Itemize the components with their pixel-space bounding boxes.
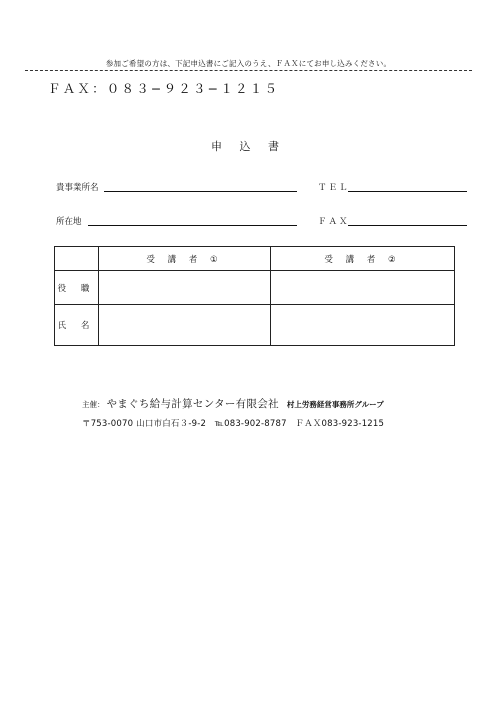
host-label: 主催： [82,400,105,409]
address-label: 所在地 [56,217,82,227]
contact-info: 〒753-0070 山口市白石３-9-2 ℡083-902-8787 ＦＡＸ083-923-1215 [82,419,385,429]
attendee-1-header: 受 講 者 ① [99,247,271,271]
organizer-company: やまぐち給与計算センター有限会社 [106,398,279,410]
attendee-2-name-cell[interactable] [271,305,455,346]
table-corner-cell [55,247,99,271]
cut-line [25,70,472,71]
address-field[interactable] [88,225,297,226]
table-header-row [55,247,455,271]
position-label: 役 職 [55,271,99,305]
tel-label: ＴＥＬ [318,183,350,193]
table-row [55,305,455,346]
attendee-2-header: 受 講 者 ② [271,247,455,271]
name-label: 氏 名 [55,305,99,346]
organizer-line [82,392,384,411]
attendee-1-name-cell[interactable] [99,305,271,346]
fax-number: ＦＡＸ：０８３−９２３−１２１５ [48,81,280,96]
form-title: 申 込 書 [211,140,286,153]
attendee-2-position-cell[interactable] [271,271,455,305]
instruction-text: 参加ご希望の方は、下記申込書にご記入のうえ、ＦＡＸにてお申し込みください。 [105,59,392,68]
tel-field[interactable] [348,191,467,192]
attendee-table [54,246,455,346]
fax-label: ＦＡＸ [318,217,350,227]
company-name-label: 貴事業所名 [56,183,99,193]
fax-field[interactable] [348,225,467,226]
table-row [55,271,455,305]
company-name-field[interactable] [104,191,297,192]
organizer-group: 村上労務経営事務所グループ [286,400,384,409]
attendee-1-position-cell[interactable] [99,271,271,305]
